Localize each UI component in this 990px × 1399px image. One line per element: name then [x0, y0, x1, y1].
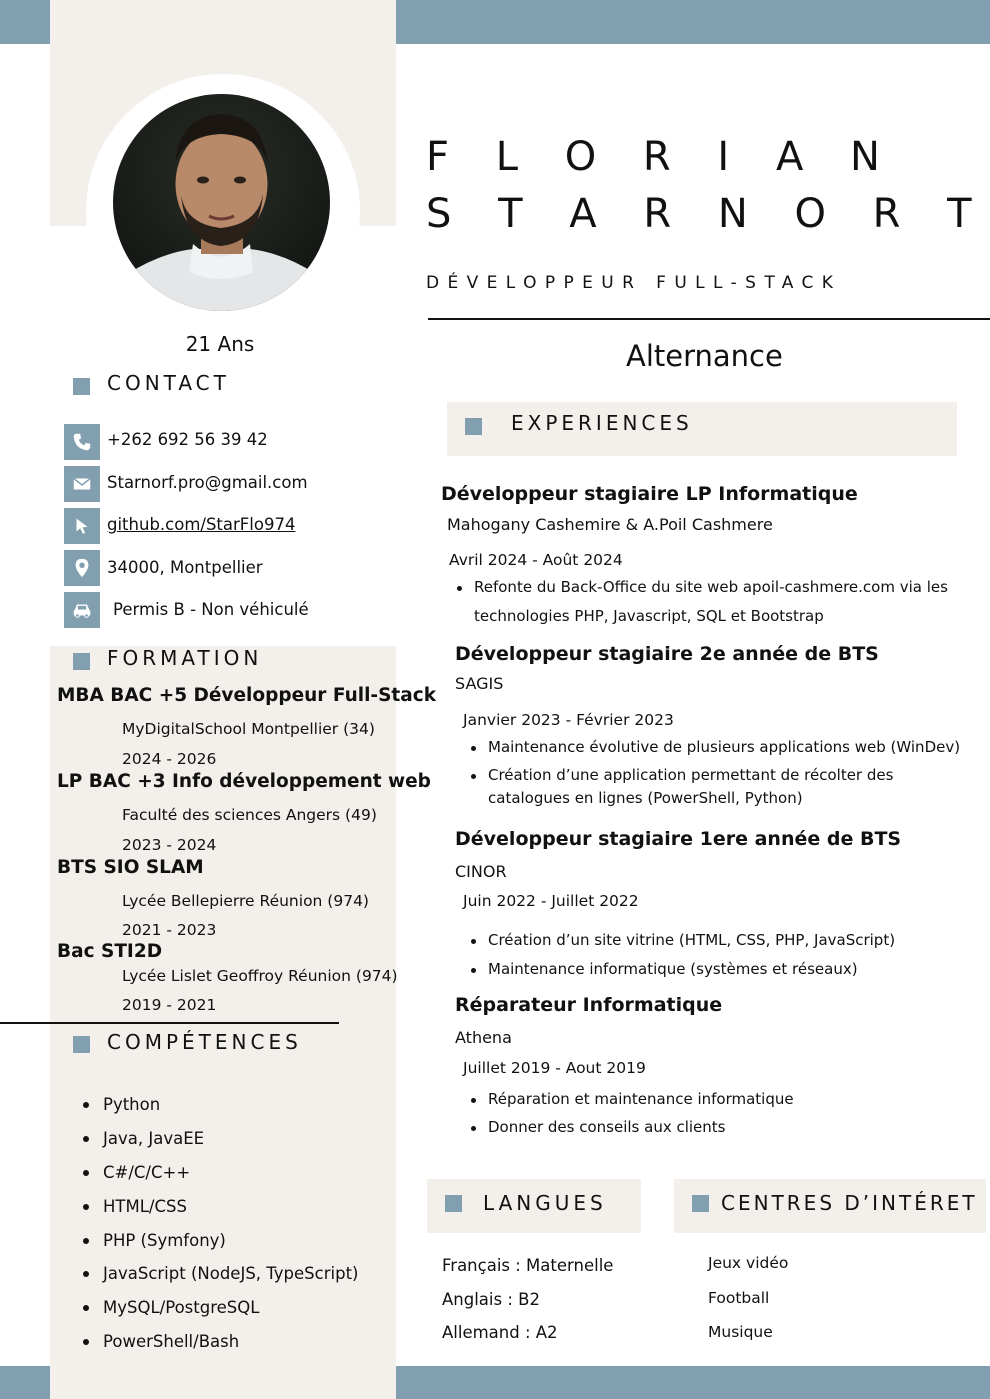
language-item: Allemand : A2 [442, 1323, 558, 1342]
age: 21 Ans [185, 332, 255, 356]
skill-item: Java, JavaEE [80, 1126, 358, 1160]
experience-bullet: Création d’une application permettant de récolter des [488, 766, 894, 784]
last-name: S T A R N O R T [426, 191, 989, 237]
formation-school: Lycée Lislet Geoffroy Réunion (974) [122, 967, 398, 985]
first-name: F L O R I A N [426, 134, 897, 180]
contact-phone[interactable]: +262 692 56 39 42 [107, 430, 268, 449]
skill-item: C#/C/C++ [80, 1160, 358, 1194]
experience-dates: Juillet 2019 - Aout 2019 [463, 1059, 646, 1077]
formation-school: Faculté des sciences Angers (49) [122, 806, 377, 824]
experience-dates: Juin 2022 - Juillet 2022 [463, 892, 639, 910]
interests-title: CENTRES D’INTÉRET [721, 1191, 978, 1215]
interest-item: Musique [708, 1323, 773, 1341]
language-item: Français : Maternelle [442, 1256, 614, 1275]
contact-location: 34000, Montpellier [107, 558, 263, 577]
bottom-band-left [0, 1366, 50, 1399]
formation-school: Lycée Bellepierre Réunion (974) [122, 892, 369, 910]
formation-degree: Bac STI2D [57, 941, 163, 962]
experience-bullet: Refonte du Back-Office du site web apoil-cashmere.com via les [474, 578, 948, 596]
languages-title: LANGUES [483, 1191, 607, 1215]
experience-dates: Janvier 2023 - Février 2023 [463, 711, 674, 729]
interest-item: Football [708, 1289, 770, 1307]
formation-years: 2023 - 2024 [122, 836, 217, 854]
experience-company: SAGIS [455, 674, 504, 693]
language-item: Anglais : B2 [442, 1290, 540, 1309]
mail-icon [64, 466, 100, 502]
skills-title: COMPÉTENCES [107, 1030, 302, 1054]
skills-square-icon [73, 1036, 90, 1053]
experience-title: Réparateur Informatique [455, 994, 723, 1016]
top-band-left [0, 0, 50, 44]
contact-github-link[interactable]: github.com/StarFlo974 [107, 515, 296, 534]
contact-title: CONTACT [107, 371, 230, 395]
experience-company: Mahogany Cashemire & A.Poil Cashmere [447, 515, 773, 534]
interests-square-icon [692, 1195, 709, 1212]
experience-title: Développeur stagiaire LP Informatique [441, 483, 858, 505]
top-band-right [396, 0, 990, 44]
skill-item: JavaScript (NodeJS, TypeScript) [80, 1261, 358, 1295]
formation-title: FORMATION [107, 646, 263, 670]
experience-dates: Avril 2024 - Août 2024 [449, 551, 623, 569]
experience-bullet: Réparation et maintenance informatique [488, 1090, 794, 1108]
formation-years: 2021 - 2023 [122, 921, 217, 939]
experience-bullet-continuation: technologies PHP, Javascript, SQL et Bootstrap [474, 607, 824, 625]
skill-item: PHP (Symfony) [80, 1228, 358, 1262]
languages-square-icon [445, 1195, 462, 1212]
header-divider [428, 318, 990, 320]
formation-degree: MBA BAC +5 Développeur Full-Stack [57, 685, 437, 706]
experience-bullet: Maintenance évolutive de plusieurs applications web (WinDev) [488, 738, 961, 756]
skill-item: PowerShell/Bash [80, 1329, 358, 1363]
bottom-band-right [396, 1366, 990, 1399]
skills-list [80, 1092, 358, 1363]
formation-years: 2019 - 2021 [122, 996, 217, 1014]
experience-bullet: Création d’un site vitrine (HTML, CSS, PHP, JavaScript) [488, 931, 896, 949]
divider [0, 1022, 339, 1024]
contact-email[interactable]: Starnorf.pro@gmail.com [107, 473, 308, 492]
profile-photo [113, 94, 330, 311]
contract-type: Alternance [626, 339, 783, 373]
skill-item: HTML/CSS [80, 1194, 358, 1228]
skill-item: Python [80, 1092, 358, 1126]
experience-company: CINOR [455, 862, 507, 881]
experience-bullet: Donner des conseils aux clients [488, 1118, 726, 1136]
experience-title: Développeur stagiaire 1ere année de BTS [455, 828, 902, 850]
experience-bullet-continuation: catalogues en lignes (PowerShell, Python) [488, 789, 803, 807]
contact-square-icon [73, 378, 90, 395]
experiences-title: EXPERIENCES [511, 411, 693, 435]
car-icon [64, 592, 100, 628]
formation-years: 2024 - 2026 [122, 750, 217, 768]
phone-icon [64, 424, 100, 460]
formation-degree: LP BAC +3 Info développement web [57, 771, 431, 792]
contact-license: Permis B - Non véhiculé [113, 600, 309, 619]
experience-title: Développeur stagiaire 2e année de BTS [455, 643, 879, 665]
experience-company: Athena [455, 1028, 512, 1047]
interest-item: Jeux vidéo [708, 1254, 789, 1272]
location-pin-icon [64, 550, 100, 586]
skill-item: MySQL/PostgreSQL [80, 1295, 358, 1329]
experiences-square-icon [465, 418, 482, 435]
formation-degree: BTS SIO SLAM [57, 857, 204, 878]
job-role: DÉVELOPPEUR FULL-STACK [426, 273, 842, 293]
experience-bullet: Maintenance informatique (systèmes et réseaux) [488, 960, 858, 978]
formation-square-icon [73, 653, 90, 670]
formation-school: MyDigitalSchool Montpellier (34) [122, 720, 375, 738]
cursor-icon [64, 508, 100, 544]
